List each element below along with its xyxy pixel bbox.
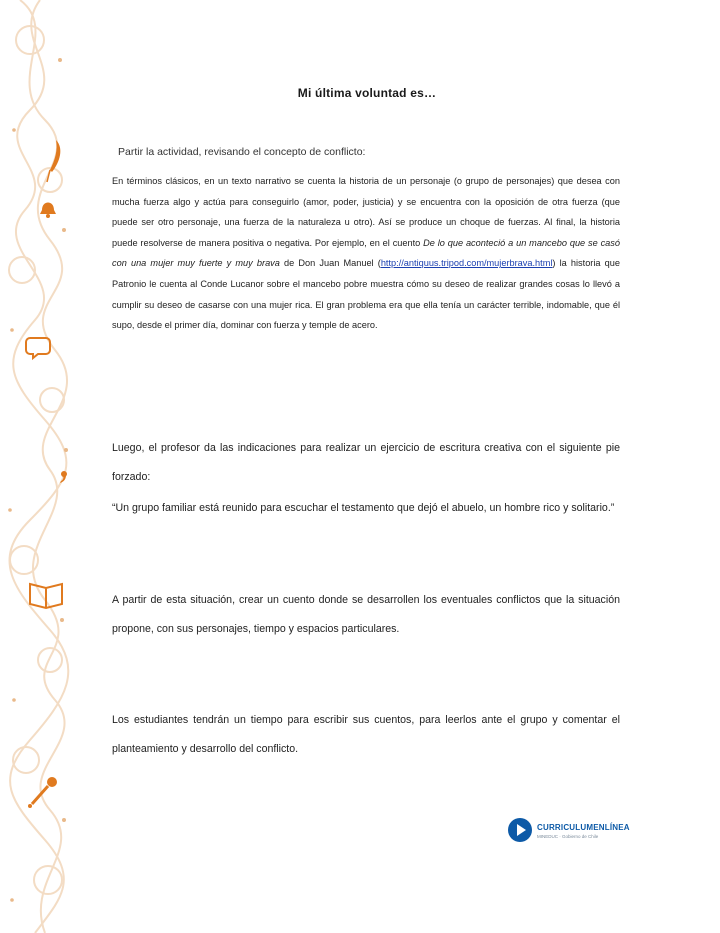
logo-tagline: MINEDUC · Gobierno de Chile <box>537 834 599 839</box>
microphone-icon <box>28 777 57 808</box>
prompt-quote: “Un grupo familiar está reunido para escuchar el testamento que dejó el abuelo, un hombre rico y solitario.” <box>112 502 615 514</box>
definition-text: En términos clásicos, en un texto narrativo se cuenta la historia de un personaje (o grupo de personajes) que desea con mucha fuerza algo y actúa para conseguirlo (amor, poder, justicia) y se encuentra con la oposición de otra fuerza (que puede ser otro personaje, una fuerza de la naturaleza u otro). Así se produce un choque de fuerzas. Al final, la historia puede resolverse de manera positiva o negativa. Por ejemplo, en el cuento <box>112 176 620 248</box>
story-link[interactable]: http://antiquus.tripod.com/mujerbrava.html <box>380 258 553 269</box>
task-paragraph: A partir de esta situación, crear un cuento donde se desarrollen los eventuales conflictos que la situación propone, con sus personajes, tiempo y espacios particulares. <box>112 594 620 635</box>
comma-icon <box>60 471 67 483</box>
instruction-paragraph: Luego, el profesor da las indicaciones para realizar un ejercicio de escritura creativa con el siguiente pie forzado: <box>112 442 620 483</box>
story-title: De lo que aconteció a un mancebo que se casó con una mujer muy fuerte y muy brava <box>112 237 620 269</box>
closing-paragraph: Los estudiantes tendrán un tiempo para escribir sus cuentos, para leerlos ante el grupo y comentar el planteamiento y desarrollo del conflicto. <box>112 714 620 755</box>
lead-sentence: Partir la actividad, revisando el concepto de conflicto: <box>118 146 366 158</box>
page-title: Mi última voluntad es… <box>297 86 437 100</box>
play-circle-icon <box>507 817 533 843</box>
speech-bubble-icon <box>26 338 50 358</box>
definition-text-2: de Don Juan Manuel ( <box>284 258 381 269</box>
logo-name: CURRICULUMENLÍNEA <box>537 823 630 832</box>
open-book-icon <box>30 584 62 608</box>
definition-text-3: ) la historia que Patronio le cuenta al Conde Lucanor sobre el mancebo pobre muestra cómo su deseo de realizar grandes cosas lo llevó a cumplir su deseo de casarse con una mujer rica. El gran problema era que ella tenía un carácter terrible, indomable, que él supo, desde el primer día, dominar con fuerza y temple de acero. <box>112 258 620 331</box>
bell-icon <box>40 203 56 219</box>
decorative-border <box>0 0 80 933</box>
curriculum-logo <box>507 817 647 845</box>
conflict-definition <box>112 171 620 336</box>
